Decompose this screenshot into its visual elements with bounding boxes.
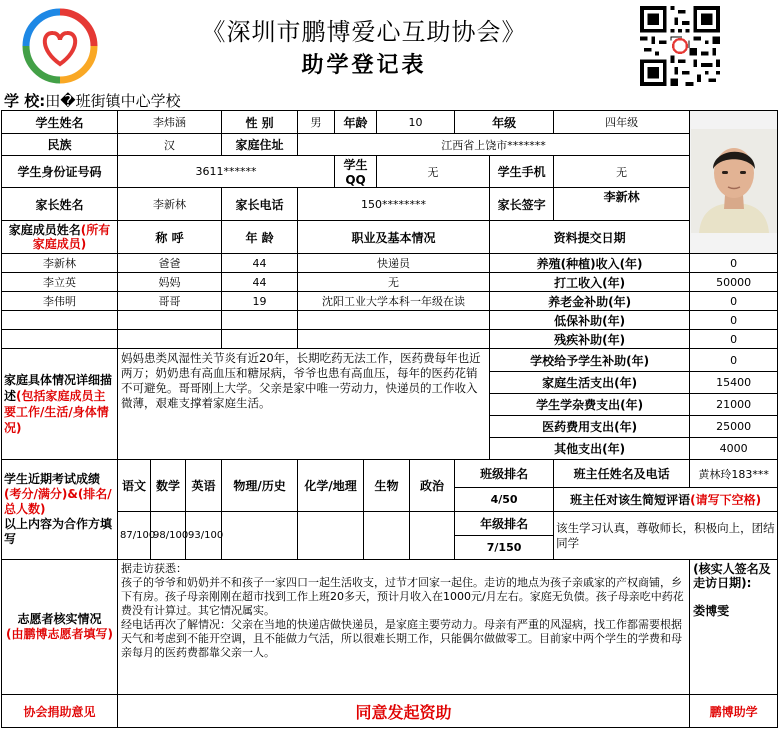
finance-label: 打工收入(年) [490, 273, 690, 292]
member-job: 沈阳工业大学本科一年级在读 [298, 292, 490, 311]
student-photo [690, 111, 778, 254]
subject-score [364, 512, 410, 560]
member-age [222, 311, 298, 330]
registration-table [1, 110, 778, 728]
member-name [2, 311, 118, 330]
finance-label: 残疾补助(年) [490, 330, 690, 349]
finance-label: 家庭生活支出(年) [490, 372, 690, 394]
parent-phone-value: 150******** [298, 188, 490, 221]
address-value: 江西省上饶市******* [298, 134, 690, 156]
member-age: 44 [222, 254, 298, 273]
parent-name-value: 李新林 [118, 188, 222, 221]
finance-label: 养老金补助(年) [490, 292, 690, 311]
finance-label: 低保补助(年) [490, 311, 690, 330]
member-age: 19 [222, 292, 298, 311]
member-job: 快递员 [298, 254, 490, 273]
school-label: 学 校: [4, 92, 46, 110]
finance-value: 0 [690, 254, 778, 273]
subject-score [410, 512, 455, 560]
member-relation: 哥哥 [118, 292, 222, 311]
checker-cell: (核实人签名及走访日期): 娄博雯 [690, 560, 778, 695]
class-rank-label: 班级排名 [455, 460, 554, 488]
id-label: 学生身份证号码 [2, 156, 118, 188]
finance-value: 0 [690, 349, 778, 372]
member-job: 无 [298, 273, 490, 292]
member-name: 李新林 [2, 254, 118, 273]
situation-text: 妈妈患类风湿性关节炎有近20年，长期吃药无法工作，医药费每年也近两万；奶奶患有高血压和糖尿病，爷爷也患有高血压，每年的医药花销不可避免。哥哥刚上大学。父亲是家中唯一劳动力，快递员的工作收入微薄，艰难支撑着家庭生活。 [118, 349, 490, 460]
parent-sign-label: 家长签字 [490, 188, 554, 221]
parent-sign-value: 李新林 [554, 188, 690, 221]
finance-value: 25000 [690, 416, 778, 438]
ethnicity-value: 汉 [118, 134, 222, 156]
parent-name-label: 家长姓名 [2, 188, 118, 221]
school-name: 田�班街镇中心学校 [45, 92, 181, 110]
grade-value: 四年级 [554, 111, 690, 134]
subject-header: 生物 [364, 460, 410, 512]
student-name-label: 学生姓名 [2, 111, 118, 134]
member-relation [118, 330, 222, 349]
student-name: 李炜涵 [118, 111, 222, 134]
form-title: 《深圳市鹏博爱心互助协会》 [201, 18, 527, 46]
finance-value: 0 [690, 311, 778, 330]
age-label: 年龄 [335, 111, 377, 134]
age-value: 10 [377, 111, 455, 134]
member-relation: 爸爸 [118, 254, 222, 273]
finance-value: 50000 [690, 273, 778, 292]
finance-value: 0 [690, 330, 778, 349]
finance-label: 养殖(种植)收入(年) [490, 254, 690, 273]
member-age-header: 年 龄 [222, 221, 298, 254]
opinion-value: 同意发起资助 [118, 695, 690, 728]
member-name [2, 330, 118, 349]
checker-name: 娄博雯 [693, 604, 730, 618]
school-line [4, 90, 181, 111]
footer-sign: 鹏博助学 [690, 695, 778, 728]
comment-label: 班主任对该生简短评语(请写下空格) [554, 488, 778, 512]
grade-rank-label: 年级排名 [455, 512, 554, 536]
submit-date-label: 资料提交日期 [490, 221, 690, 254]
member-name: 李立英 [2, 273, 118, 292]
teacher-label: 班主任姓名及电话 [554, 460, 690, 488]
member-job [298, 330, 490, 349]
subject-header: 化学/地理 [298, 460, 364, 512]
subject-header: 物理/历史 [222, 460, 298, 512]
member-relation: 妈妈 [118, 273, 222, 292]
qq-value: 无 [377, 156, 490, 188]
subject-score [298, 512, 364, 560]
form-subtitle: 助学登记表 [301, 52, 427, 78]
subject-score: 93/100 [186, 512, 222, 560]
id-value: 3611****** [118, 156, 335, 188]
subject-score: 87/100 [118, 512, 151, 560]
family-members-label: 家庭成员姓名(所有家庭成员) [2, 221, 118, 254]
parent-phone-label: 家长电话 [222, 188, 298, 221]
subject-header: 政治 [410, 460, 455, 512]
class-rank-value: 4/50 [455, 488, 554, 512]
opinion-label: 协会捐助意见 [2, 695, 118, 728]
finance-label: 学校给予学生补助(年) [490, 349, 690, 372]
volunteer-label: 志愿者核实情况 (由鹏博志愿者填写) [2, 560, 118, 695]
teacher-comment: 该生学习认真，尊敬师长，积极向上，团结同学 [554, 512, 778, 560]
subject-score [222, 512, 298, 560]
relation-header: 称 呼 [118, 221, 222, 254]
finance-value: 4000 [690, 438, 778, 460]
finance-label: 其他支出(年) [490, 438, 690, 460]
job-header: 职业及基本情况 [298, 221, 490, 254]
volunteer-text: 据走访获悉： 孩子的爷爷和奶奶并不和孩子一家四口一起生活收支，过节才回家一起住。走访的地点为孩子亲戚家的产权商铺，乡下有房。孩子母亲刚刚在超市找到工作上班20多天，预计月收入在1000元/月左右。家庭无负债。孩子母亲吃中药花费没有计算过。其它情况属实。 经电话再次了解情况：父亲在当地的快递店做快递员，是家庭主要劳动力。母亲有严重的风湿病，找工作都需要根据天气和考虑到不能开空调，且不能做力气活，所以很难长期工作，只能偶尔做做零工。目前家中两个学生的学费和母亲每月的医药费都靠父亲一人。 [118, 560, 690, 695]
member-job [298, 311, 490, 330]
grade-rank-value: 7/150 [455, 536, 554, 560]
finance-label: 医药费用支出(年) [490, 416, 690, 438]
ethnicity-label: 民族 [2, 134, 118, 156]
teacher-value: 黄林玲183*** [690, 460, 778, 488]
qq-label: 学生QQ [335, 156, 377, 188]
subject-header: 数学 [151, 460, 186, 512]
address-label: 家庭住址 [222, 134, 298, 156]
subject-header: 语文 [118, 460, 151, 512]
situation-label: 家庭具体情况详细描述(包括家庭成员主要工作/生活/身体情况) [2, 349, 118, 460]
phone-value: 无 [554, 156, 690, 188]
gender-label: 性 别 [222, 111, 298, 134]
member-age [222, 330, 298, 349]
exam-label: 学生近期考试成绩 (考分/满分)&(排名/总人数) 以上内容为合作方填写 [2, 460, 118, 560]
finance-value: 21000 [690, 394, 778, 416]
subject-header: 英语 [186, 460, 222, 512]
gender-value: 男 [298, 111, 335, 134]
member-relation [118, 311, 222, 330]
finance-value: 0 [690, 292, 778, 311]
phone-label: 学生手机 [490, 156, 554, 188]
member-name: 李伟明 [2, 292, 118, 311]
finance-value: 15400 [690, 372, 778, 394]
student-portrait-icon [691, 129, 777, 233]
finance-label: 学生学杂费支出(年) [490, 394, 690, 416]
subject-score: 98/100 [151, 512, 186, 560]
grade-label: 年级 [455, 111, 554, 134]
member-age: 44 [222, 273, 298, 292]
